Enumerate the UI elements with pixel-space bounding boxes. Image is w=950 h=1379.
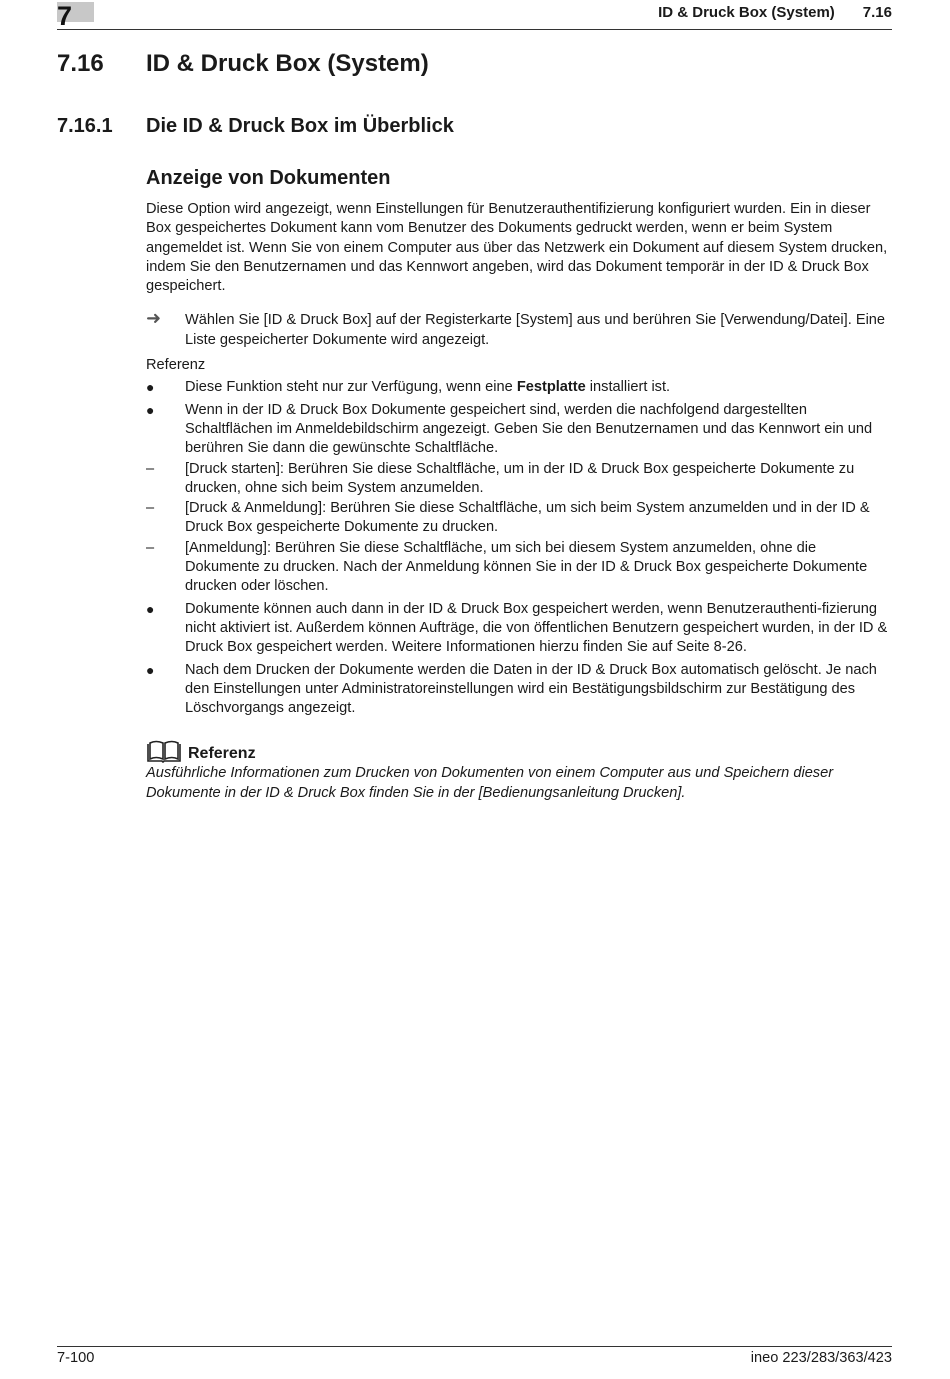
bullet-mark: ● xyxy=(146,600,155,617)
chapter-number: 7 xyxy=(57,1,73,31)
book-icon xyxy=(146,740,182,764)
step-text: Wählen Sie [ID & Druck Box] auf der Registerkarte [System] aus und berühren Sie [Verwendung/Datei]. Eine Liste gespeicherter Dokumente wird angezeigt. xyxy=(185,312,886,348)
sub-list-item-text: [Anmeldung]: Berühren Sie diese Schaltfläche, um sich bei diesem System anzumelden, ohne die Dokumente zu drucken. Nach der Anmeldung können Sie in der ID & Druck Box gespeicherte Dokumente drucken oder löschen. xyxy=(185,539,868,595)
bullet-mark: ● xyxy=(146,379,155,396)
sub-list-item xyxy=(146,499,892,538)
sub-list-item-text: [Druck & Anmeldung]: Berühren Sie diese Schaltfläche, um sich beim System anzumelden und in der ID & Druck Box gespeicherte Dokumente zu drucken. xyxy=(185,500,870,536)
subsection-number: 7.16.1 xyxy=(57,115,113,137)
topic-heading: Anzeige von Dokumenten xyxy=(146,167,391,189)
reference-label: Referenz xyxy=(146,357,206,374)
dash-mark: – xyxy=(146,500,155,517)
section-title: ID & Druck Box (System) xyxy=(146,50,429,77)
sub-list-item xyxy=(146,460,892,499)
list-item xyxy=(146,661,892,719)
list-item xyxy=(146,401,892,459)
sub-list-item xyxy=(146,539,892,597)
list-item-text-part: Diese Funktion steht nur zur Verfügung, wenn eine xyxy=(185,379,517,396)
reference-text: Ausführliche Informationen zum Drucken von Dokumenten von einem Computer aus und Speichern dieser Dokumente in der ID & Druck Box finden Sie in der [Bedienungsanleitung Drucken]. xyxy=(146,765,834,801)
bullet-mark: ● xyxy=(146,401,155,418)
subsection-title: Die ID & Druck Box im Überblick xyxy=(146,115,454,137)
list-item-text: Dokumente können auch dann in der ID & Druck Box gespeichert werden, wenn Benutzerauthenti-fizierung nicht aktiviert ist. Außerdem können Aufträge, die von öffentlichen Benutzern gespeichert wurden, in der ID & Druck Box gespeichert werden. Weitere Informationen hierzu finden Sie auf Seite 8-26. xyxy=(185,600,888,656)
list-item-text xyxy=(185,379,670,395)
page-number: 7-100 xyxy=(57,1350,95,1366)
footer-divider xyxy=(57,1346,892,1347)
running-header xyxy=(658,4,892,21)
header-divider xyxy=(57,29,892,30)
list-item xyxy=(146,378,892,397)
list-item-text: Nach dem Drucken der Dokumente werden die Daten in der ID & Druck Box automatisch gelöscht. Je nach den Einstellungen unter Administratoreinstellungen wird ein Bestätigungsbildschirm zur Bestätigung des Löschvorgangs angezeigt. xyxy=(185,661,877,717)
arrow-right-icon: ➜ xyxy=(146,308,162,329)
reference-heading-text: Referenz xyxy=(188,745,256,763)
sub-list-item-text: [Druck starten]: Berühren Sie diese Schaltfläche, um in der ID & Druck Box gespeicherte Dokumente zu drucken, ohne sich beim System anzumelden. xyxy=(185,460,855,496)
list-item-text: Wenn in der ID & Druck Box Dokumente gespeichert sind, werden die nachfolgend dargestellten Schaltflächen im Anmeldebildschirm angezeigt. Geben Sie den Benutzernamen und das Kennwort ein und berühren Sie dann die gewünschte Schaltfläche. xyxy=(185,401,873,457)
running-title: ID & Druck Box (System) xyxy=(658,4,835,21)
dash-mark: – xyxy=(146,460,155,477)
dash-mark: – xyxy=(146,539,155,556)
instruction-step xyxy=(146,308,892,350)
subsection-heading xyxy=(57,113,454,139)
list-item xyxy=(146,600,892,658)
reference-heading xyxy=(146,740,892,764)
intro-paragraph: Diese Option wird angezeigt, wenn Einstellungen für Benutzerauthentifizierung konfiguriert wurden. Ein in dieser Box gespeichertes Dokument kann vom Benutzer des Dokuments gedruckt werden, wenn er beim System angemeldet ist. Wenn Sie von einem Computer aus über das Netzwerk ein Dokument auf diesem System drucken, indem Sie den Benutzernamen und das Kennwort angeben, wird das Dokument temporär in der ID & Druck Box gespeichert. xyxy=(146,201,888,295)
section-number: 7.16 xyxy=(57,50,104,77)
section-heading xyxy=(57,48,429,80)
list-item-text-part: installiert ist. xyxy=(585,379,671,396)
body-content xyxy=(146,200,892,803)
bullet-mark: ● xyxy=(146,661,155,678)
running-section: 7.16 xyxy=(862,4,892,21)
model-name: ineo 223/283/363/423 xyxy=(750,1350,892,1366)
bold-term: Festplatte xyxy=(516,379,586,396)
